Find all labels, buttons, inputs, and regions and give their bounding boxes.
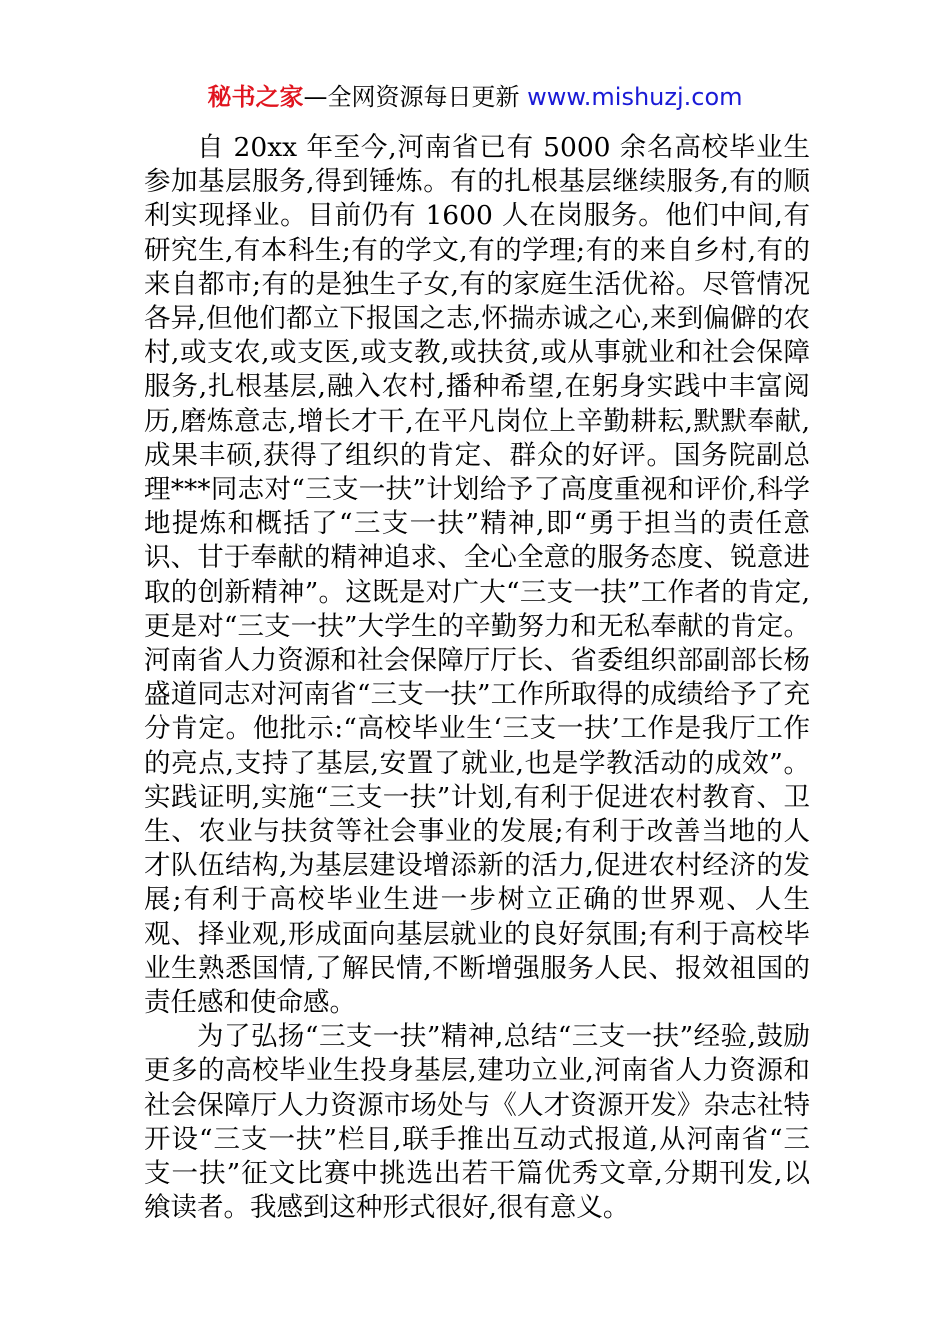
header-tagline: —全网资源每日更新	[303, 83, 520, 111]
brand-name: 秘书之家	[207, 83, 304, 111]
paragraph-2: 为了弘扬“三支一扶”精神,总结“三支一扶”经验,鼓励更多的高校毕业生投身基层,建功立业,河南省人力资源和社会保障厅人力资源市场处与《人才资源开发》杂志社特开设“三支一扶”栏目,联手推出互动式报道,从河南省“三支一扶”征文比赛中挑选出若干篇优秀文章,分期刊发,以飨读者。我感到这种形式很好,很有意义。	[144, 1021, 810, 1224]
paragraph-1: 自 20xx 年至今,河南省已有 5000 余名高校毕业生参加基层服务,得到锤炼。有的扎根基层继续服务,有的顺利实现择业。目前仍有 1600 人在岗服务。他们中间,有研究生,有本科生;有的学文,有的学理;有的来自乡村,有的来自都市;有的是独生子女,有的家庭生活优裕。尽管情况各异,但他们都立下报国之志,怀揣赤诚之心,来到偏僻的农村,或支农,或支医,或支教,或扶贫,或从事就业和社会保障服务,扎根基层,融入农村,播种希望,在躬身实践中丰富阅历,磨炼意志,增长才干,在平凡岗位上辛勤耕耘,默默奉献,成果丰硕,获得了组织的肯定、群众的好评。国务院副总理***同志对“三支一扶”计划给予了高度重视和评价,科学地提炼和概括了“三支一扶”精神,即“勇于担当的责任意识、甘于奉献的精神追求、全心全意的服务态度、锐意进取的创新精神”。这既是对广大“三支一扶”工作者的肯定,更是对“三支一扶”大学生的辛勤努力和无私奉献的肯定。河南省人力资源和社会保障厅厅长、省委组织部副部长杨盛道同志对河南省“三支一扶”工作所取得的成绩给予了充分肯定。他批示:“高校毕业生‘三支一扶’工作是我厅工作的亮点,支持了基层,安置了就业,也是学教活动的成效”。实践证明,实施“三支一扶”计划,有利于促进农村教育、卫生、农业与扶贫等社会事业的发展;有利于改善当地的人才队伍结构,为基层建设增添新的活力,促进农村经济的发展;有利于高校毕业生进一步树立正确的世界观、人生观、择业观,形成面向基层就业的良好氛围;有利于高校毕业生熟悉国情,了解民情,不断增强服务人民、报效祖国的责任感和使命感。	[144, 132, 810, 1019]
page-header	[0, 80, 950, 114]
site-url-link[interactable]: www.mishuzj.com	[527, 83, 743, 111]
article-body	[144, 131, 810, 1226]
